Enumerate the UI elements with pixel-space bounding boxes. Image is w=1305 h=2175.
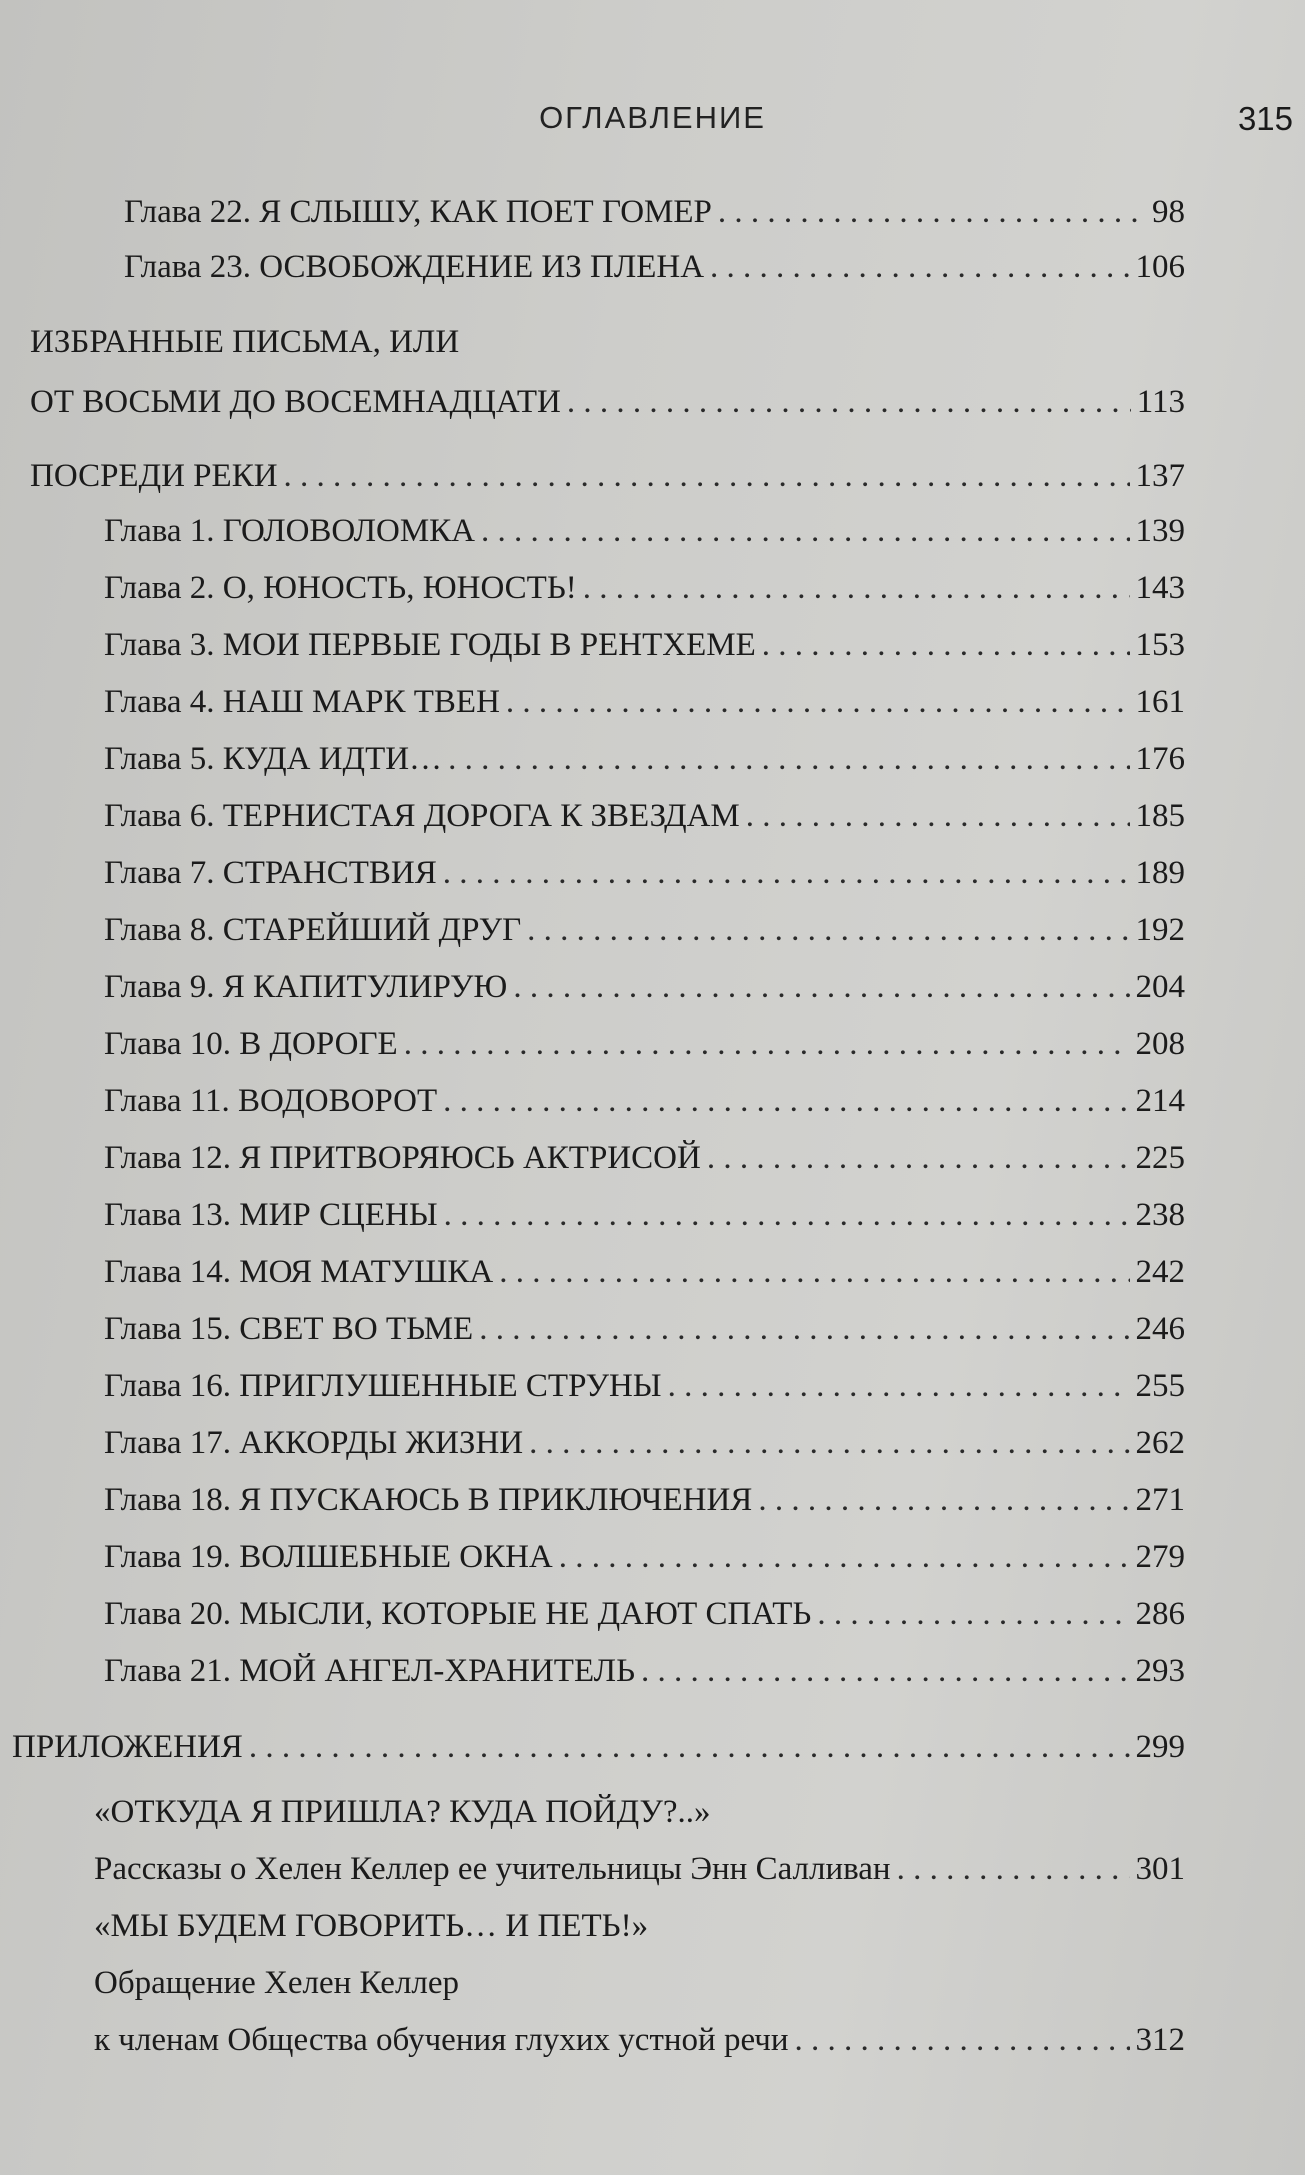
toc-entry-page: 225 <box>1135 1140 1185 1176</box>
dot-leader <box>746 794 1130 838</box>
appendix-item-title: «МЫ БУДЕМ ГОВОРИТЬ… И ПЕТЬ!» <box>94 1908 649 1944</box>
section-title: ПОСРЕДИ РЕКИ <box>30 458 278 494</box>
toc-entry <box>94 2018 1185 2062</box>
dot-leader <box>284 454 1130 498</box>
running-head: ОГЛАВЛЕНИЕ <box>539 100 766 135</box>
appendix-item-line: Обращение Хелен Келлер <box>94 1965 460 2001</box>
toc-entry <box>104 1478 1185 1522</box>
dot-leader <box>404 1022 1130 1066</box>
toc-entry <box>104 1364 1185 1408</box>
toc-entry <box>104 1193 1185 1237</box>
toc-entry-title: Глава 9. Я КАПИТУЛИРУЮ <box>104 969 508 1005</box>
toc-entry-page: 185 <box>1135 798 1185 834</box>
toc-entry-title: Глава 17. АККОРДЫ ЖИЗНИ <box>104 1425 524 1461</box>
toc-entry-page: 238 <box>1135 1197 1185 1233</box>
toc-entry-title: Глава 14. МОЯ МАТУШКА <box>104 1254 494 1290</box>
dot-leader <box>513 965 1129 1009</box>
toc-entry-title: Глава 3. МОИ ПЕРВЫЕ ГОДЫ В РЕНТХЕМЕ <box>104 627 756 663</box>
toc-entry-page: 192 <box>1135 912 1185 948</box>
dot-leader <box>707 1136 1130 1180</box>
dot-leader <box>444 1193 1130 1237</box>
section-title-line: ИЗБРАННЫЕ ПИСЬМА, ИЛИ <box>30 324 460 360</box>
section-title: ОТ ВОСЬМИ ДО ВОСЕМНАДЦАТИ <box>30 384 561 420</box>
section-entry <box>30 454 1185 498</box>
toc-entry <box>124 190 1185 234</box>
toc-entry-title: Глава 5. КУДА ИДТИ… <box>104 741 443 777</box>
section-page: 113 <box>1136 384 1185 420</box>
dot-leader <box>710 245 1129 289</box>
toc-entry-title: Глава 8. СТАРЕЙШИЙ ДРУГ <box>104 912 522 948</box>
toc-entry-title: Глава 21. МОЙ АНГЕЛ-ХРАНИТЕЛЬ <box>104 1653 636 1689</box>
toc-entry <box>104 908 1185 952</box>
toc-entry-page: 143 <box>1135 570 1185 606</box>
toc-entry-page: 262 <box>1135 1425 1185 1461</box>
dot-leader <box>249 1725 1130 1769</box>
toc-entry-page: 98 <box>1152 194 1185 230</box>
toc-entry-page: 255 <box>1135 1368 1185 1404</box>
toc-entry-page: 106 <box>1135 249 1185 285</box>
dot-leader <box>443 851 1130 895</box>
toc-entry-title: Глава 1. ГОЛОВОЛОМКА <box>104 513 476 549</box>
dot-leader <box>897 1847 1130 1891</box>
dot-leader <box>567 380 1131 424</box>
toc-entry-title: к членам Общества обучения глухих устной речи <box>94 2022 789 2058</box>
section-page: 299 <box>1135 1729 1185 1765</box>
toc-entry-page: 204 <box>1135 969 1185 1005</box>
dot-leader <box>506 680 1130 724</box>
toc-entry-title: Глава 23. ОСВОБОЖДЕНИЕ ИЗ ПЛЕНА <box>124 249 705 285</box>
toc-entry-page: 208 <box>1135 1026 1185 1062</box>
toc-entry <box>104 509 1185 553</box>
appendix-item-title: «ОТКУДА Я ПРИШЛА? КУДА ПОЙДУ?..» <box>94 1794 711 1830</box>
dot-leader <box>443 1079 1129 1123</box>
dot-leader <box>795 2018 1130 2062</box>
toc-entry-title: Глава 4. НАШ МАРК ТВЕН <box>104 684 500 720</box>
toc-entry-page: 246 <box>1135 1311 1185 1347</box>
toc-entry <box>104 1136 1185 1180</box>
toc-entry-page: 271 <box>1135 1482 1185 1518</box>
toc-entry-page: 139 <box>1135 513 1185 549</box>
section-entry <box>12 1725 1185 1769</box>
dot-leader <box>559 1535 1130 1579</box>
toc-entry-title: Глава 2. О, ЮНОСТЬ, ЮНОСТЬ! <box>104 570 577 606</box>
dot-leader <box>481 509 1129 553</box>
dot-leader <box>479 1307 1129 1351</box>
toc-entry <box>104 1421 1185 1465</box>
toc-entry <box>104 965 1185 1009</box>
dot-leader <box>668 1364 1130 1408</box>
dot-leader <box>448 737 1129 781</box>
toc-entry <box>104 1592 1185 1636</box>
toc-entry <box>104 623 1185 667</box>
toc-entry <box>94 1847 1185 1891</box>
toc-entry <box>104 680 1185 724</box>
toc-entry-page: 279 <box>1135 1539 1185 1575</box>
toc-entry <box>104 794 1185 838</box>
toc-entry-title: Глава 16. ПРИГЛУШЕННЫЕ СТРУНЫ <box>104 1368 662 1404</box>
dot-leader <box>758 1478 1129 1522</box>
section-title: ПРИЛОЖЕНИЯ <box>12 1729 243 1765</box>
toc-entry-title: Глава 10. В ДОРОГЕ <box>104 1026 398 1062</box>
toc-entry <box>104 851 1185 895</box>
dot-leader <box>718 190 1146 234</box>
toc-entry-title: Глава 7. СТРАНСТВИЯ <box>104 855 437 891</box>
section-page: 137 <box>1135 458 1185 494</box>
dot-leader <box>529 1421 1129 1465</box>
dot-leader <box>583 566 1130 610</box>
toc-entry-title: Глава 22. Я СЛЫШУ, КАК ПОЕТ ГОМЕР <box>124 194 712 230</box>
toc-entry-page: 312 <box>1135 2022 1185 2058</box>
toc-entry <box>124 245 1185 289</box>
toc-entry-page: 301 <box>1135 1851 1185 1887</box>
dot-leader <box>817 1592 1129 1636</box>
page-number: 315 <box>1237 100 1293 137</box>
toc-entry-title: Рассказы о Хелен Келлер ее учительницы Энн Салливан <box>94 1851 891 1887</box>
toc-entry <box>104 737 1185 781</box>
toc-entry-title: Глава 13. МИР СЦЕНЫ <box>104 1197 438 1233</box>
toc-entry-page: 189 <box>1135 855 1185 891</box>
toc-entry-page: 161 <box>1135 684 1185 720</box>
toc-entry <box>104 1079 1185 1123</box>
dot-leader <box>762 623 1130 667</box>
toc-entry-page: 286 <box>1135 1596 1185 1632</box>
toc-entry-title: Глава 20. МЫСЛИ, КОТОРЫЕ НЕ ДАЮТ СПАТЬ <box>104 1596 812 1632</box>
toc-entry-title: Глава 11. ВОДОВОРОТ <box>104 1083 438 1119</box>
toc-entry <box>104 1022 1185 1066</box>
toc-entry <box>104 1307 1185 1351</box>
toc-entry-title: Глава 15. СВЕТ ВО ТЬМЕ <box>104 1311 474 1347</box>
dot-leader <box>527 908 1129 952</box>
toc-entry-page: 242 <box>1135 1254 1185 1290</box>
toc-entry-page: 293 <box>1135 1653 1185 1689</box>
toc-entry <box>104 566 1185 610</box>
toc-entry-page: 153 <box>1135 627 1185 663</box>
toc-entry-page: 176 <box>1135 741 1185 777</box>
toc-entry <box>104 1535 1185 1579</box>
toc-entry-title: Глава 19. ВОЛШЕБНЫЕ ОКНА <box>104 1539 553 1575</box>
toc-entry <box>104 1649 1185 1693</box>
toc-entry-title: Глава 6. ТЕРНИСТАЯ ДОРОГА К ЗВЕЗДАМ <box>104 798 740 834</box>
dot-leader <box>499 1250 1129 1294</box>
toc-entry <box>104 1250 1185 1294</box>
toc-entry-title: Глава 18. Я ПУСКАЮСЬ В ПРИКЛЮЧЕНИЯ <box>104 1482 753 1518</box>
dot-leader <box>641 1649 1129 1693</box>
toc-entry-page: 214 <box>1135 1083 1185 1119</box>
section-entry <box>30 380 1185 424</box>
toc-entry-title: Глава 12. Я ПРИТВОРЯЮСЬ АКТРИСОЙ <box>104 1140 701 1176</box>
